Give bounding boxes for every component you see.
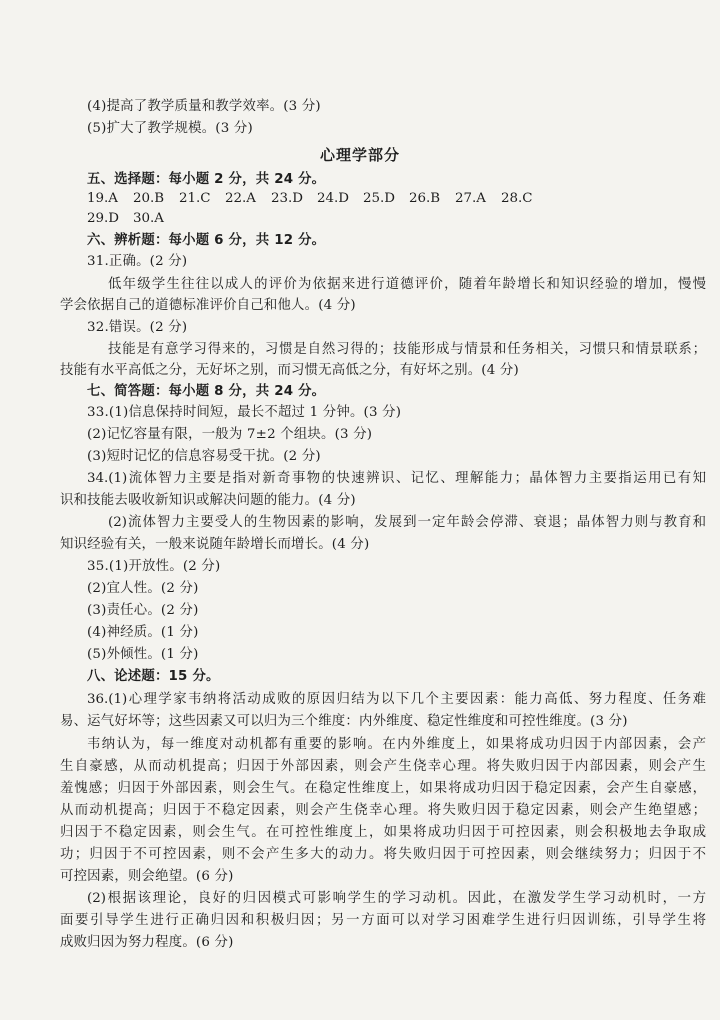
- q36-line: 羞愧感；归因于外部因素，则会生气。在稳定性维度上，如果将成功归因于稳定因素，会产生自豪感，: [60, 781, 706, 796]
- answer-23: 23.D: [271, 191, 304, 206]
- answer-28: 28.C: [501, 191, 533, 206]
- part6-heading: 六、辨析题：每小题 6 分，共 12 分。: [87, 233, 326, 248]
- answer-24: 24.D: [317, 191, 350, 206]
- q36-line: 从而动机提高；归因于不稳定因素，则会产生侥幸心理。将失败归因于稳定因素，则会产生绝望感；: [60, 803, 706, 818]
- choice-answers-row2: [87, 209, 179, 229]
- q32-line2: 技能有水平高低之分，无好坏之别，而习惯无高低之分，有好坏之别。(4 分): [60, 363, 519, 378]
- q36-line: (2)根据该理论，良好的归因模式可影响学生的学习动机。因此，在激发学生学习动机时，一方: [87, 891, 706, 906]
- answer-30: 30.A: [133, 211, 164, 226]
- answer-26: 26.B: [409, 191, 441, 206]
- q36-line: 面要引导学生进行正确归因和积极归因；另一方面可以对学习困难学生进行归因训练，引导学生将: [60, 913, 706, 928]
- answer-19: 19.A: [87, 191, 118, 206]
- part7-heading: 七、简答题：每小题 8 分，共 24 分。: [87, 384, 326, 399]
- q36-line: 生自豪感，从而动机提高；归因于外部因素，则会产生侥幸心理。将失败归因于内部因素，则会产生: [60, 759, 706, 774]
- q33-point2: (2)记忆容量有限，一般为 7±2 个组块。(3 分): [87, 427, 373, 442]
- q34-point1-line1: 34.(1)流体智力主要是指对新奇事物的快速辨识、记忆、理解能力；晶体智力主要指运用已有知: [87, 471, 706, 486]
- q33-point3: (3)短时记忆的信息容易受干扰。(2 分): [87, 449, 321, 464]
- q32-line1: 技能是有意学习得来的，习惯是自然习得的；技能形成与情景和任务相关，习惯只和情景联系；: [108, 342, 706, 357]
- answer-22: 22.A: [225, 191, 256, 206]
- q35-point3: (3)责任心。(2 分): [87, 603, 199, 618]
- q35-point1: 35.(1)开放性。(2 分): [87, 559, 221, 574]
- q36-line: 归因于不稳定因素，则会生气。在可控性维度上，如果将成功归因于可控因素，则会积极地去争取成: [60, 825, 706, 840]
- answer-20: 20.B: [133, 191, 165, 206]
- q36-line: 韦纳认为，每一维度对动机都有重要的影响。在内外维度上，如果将成功归因于内部因素，会产: [87, 737, 706, 752]
- q31-verdict: 31.正确。(2 分): [87, 254, 188, 269]
- q35-point4: (4)神经质。(1 分): [87, 625, 199, 640]
- answer-29: 29.D: [87, 211, 120, 226]
- answer-item-4: (4)提高了教学质量和教学效率。(3 分): [87, 99, 321, 114]
- q34-point2-line1: (2)流体智力主要受人的生物因素的影响，发展到一定年龄会停滞、衰退；晶体智力则与教育和: [108, 515, 706, 530]
- q36-line: 可控因素，则会绝望。(6 分): [60, 869, 234, 884]
- q36-line: 成败归因为努力程度。(6 分): [60, 935, 234, 950]
- choice-answers-row1: [87, 189, 547, 209]
- answer-25: 25.D: [363, 191, 396, 206]
- q31-line2: 学会依据自己的道德标准评价自己和他人。(4 分): [60, 298, 356, 313]
- part8-heading: 八、论述题：15 分。: [87, 669, 220, 684]
- section-title: 心理学部分: [319, 146, 400, 164]
- q32-verdict: 32.错误。(2 分): [87, 320, 188, 335]
- answer-item-5: (5)扩大了教学规模。(3 分): [87, 121, 253, 136]
- q34-point2-line2: 知识经验有关，一般来说随年龄增长而增长。(4 分): [60, 537, 370, 552]
- q36-line: 功；归因于不可控因素，则不会产生多大的动力。将失败归因于可控因素，则会继续努力；归因于不: [60, 847, 706, 862]
- answer-21: 21.C: [179, 191, 211, 206]
- q34-point1-line2: 识和技能去吸收新知识或解决问题的能力。(4 分): [60, 493, 356, 508]
- q35-point2: (2)宜人性。(2 分): [87, 581, 199, 596]
- q31-line1: 低年级学生往往以成人的评价为依据来进行道德评价，随着年龄增长和知识经验的增加，慢慢: [108, 277, 706, 292]
- answer-27: 27.A: [455, 191, 486, 206]
- q35-point5: (5)外倾性。(1 分): [87, 647, 199, 662]
- q36-line: 易、运气好坏等；这些因素又可以归为三个维度：内外维度、稳定性维度和可控性维度。(3 分): [60, 714, 628, 729]
- part5-heading: 五、选择题：每小题 2 分，共 24 分。: [87, 172, 326, 187]
- q36-line: 36.(1)心理学家韦纳将活动成败的原因归结为以下几个主要因素：能力高低、努力程度、任务难: [87, 692, 706, 707]
- q33-point1: 33.(1)信息保持时间短，最长不超过 1 分钟。(3 分): [87, 405, 402, 420]
